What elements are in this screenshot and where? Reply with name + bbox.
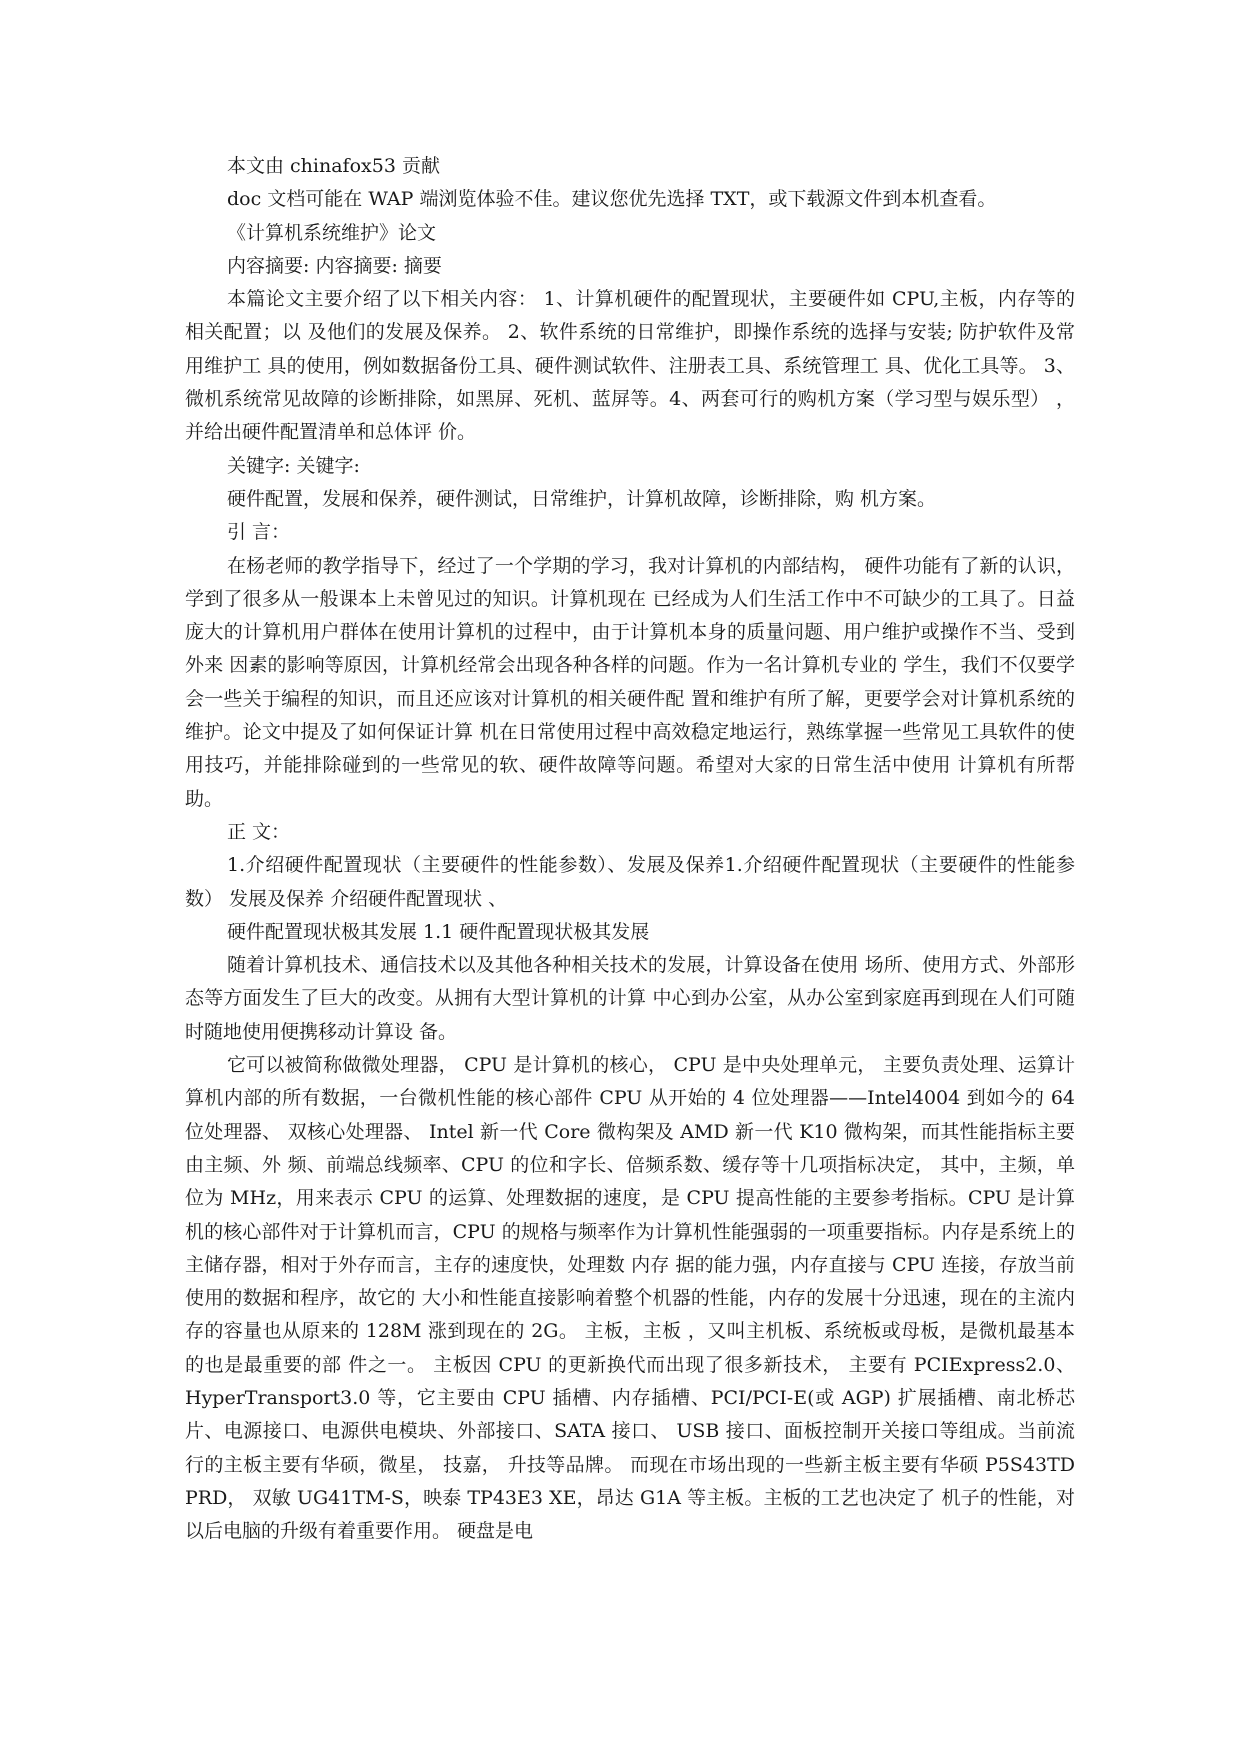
- contributor-line: 本文由 chinafox53 贡献: [227, 155, 440, 177]
- section-1-1-paragraph-1: 随着计算机技术、通信技术以及其他各种相关技术的发展，计算设备在使用 场所、使用方式、外部形态等方面发生了巨大的改变。从拥有大型计算机的计算 中心到办公室，从办公室到家庭再到现在人们可随时随地使用便携移动计算设 备。: [185, 954, 1075, 1043]
- section-1-heading: 1.介绍硬件配置现状（主要硬件的性能参数）、发展及保养1.介绍硬件配置现状（主要硬件的性能参数） 发展及保养 介绍硬件配置现状 、: [185, 854, 1075, 910]
- abstract-heading: 内容摘要: 内容摘要: 摘要: [227, 254, 442, 277]
- section-1-1-paragraph-2: 它可以被简称做微处理器， CPU 是计算机的核心， CPU 是中央处理单元， 主要负责处理、运算计算机内部的所有数据，一台微机性能的核心部件 CPU 从开始的 4 位处理器——Intel4004 到如今的 64 位处理器、 双核心处理器、 Intel 新一代 Core 微构架及 AMD 新一代 K10 微构架，而其性能指标主要由主频、外 频、前端总线频率、CPU 的位和字长、倍频系数、缓存等十几项指标决定， 其中，主频，单位为 MHz，用来表示 CPU 的运算、处理数据的速度，是 CPU 提高性能的主要参考指标。CPU 是计算机的核心部件对于计算机而言，CPU 的规格与频率作为计算机性能强弱的一项重要指标。内存是系统上的主储存器，相对于外存而言，主存的速度快，处理数 内存 据的能力强，内存直接与 CPU 连接，存放当前使用的数据和程序，故它的 大小和性能直接影响着整个机器的性能，内存的发展十分迅速，现在的主流内存的容量也从原来的 128M 涨到现在的 2G。 主板，主板 ，又叫主机板、系统板或母板，是微机最基本的也是最重要的部 件之一。 主板因 CPU 的更新换代而出现了很多新技术， 主要有 PCIExpress2.0、 HyperTransport3.0 等，它主要由 CPU 插槽、内存插槽、PCI/PCI-E(或 AGP) 扩展插槽、南北桥芯片、电源接口、电源供电模块、外部接口、SATA 接口、 USB 接口、面板控制开关接口等组成。当前流行的主板主要有华硕，微星， 技嘉， 升技等品牌。 而现在市场出现的一些新主板主要有华硕 P5S43TD PRD， 双敏 UG41TM-S，映泰 TP43E3 XE，昂达 G1A 等主板。主板的工艺也决定了 机子的性能，对以后电脑的升级有着重要作用。 硬盘是电: [185, 1054, 1075, 1543]
- keywords-heading: 关键字: 关键字:: [227, 454, 360, 477]
- document-body: [185, 150, 1075, 1548]
- introduction-body: 在杨老师的教学指导下，经过了一个学期的学习，我对计算机的内部结构， 硬件功能有了新的认识，学到了很多从一般课本上未曾见过的知识。计算机现在 已经成为人们生活工作中不可缺少的工具了。日益庞大的计算机用户群体在使用计算机的过程中，由于计算机本身的质量问题、用户维护或操作不当、受到外来 因素的影响等原因，计算机经常会出现各种各样的问题。作为一名计算机专业的 学生，我们不仅要学会一些关于编程的知识，而且还应该对计算机的相关硬件配 置和维护有所了解，更要学会对计算机系统的维护。论文中提及了如何保证计算 机在日常使用过程中高效稳定地运行，熟练掌握一些常见工具软件的使用技巧，并能排除碰到的一些常见的软、硬件故障等问题。希望对大家的日常生活中使用 计算机有所帮助。: [185, 554, 1075, 810]
- section-1-1-heading: 硬件配置现状极其发展 1.1 硬件配置现状极其发展: [227, 920, 650, 943]
- main-text-heading: 正 文：: [227, 820, 291, 843]
- format-notice: doc 文档可能在 WAP 端浏览体验不佳。建议您优先选择 TXT，或下载源文件到本机查看。: [227, 188, 997, 211]
- keywords-list: 硬件配置，发展和保养，硬件测试，日常维护，计算机故障，诊断排除，购 机方案。: [227, 487, 937, 510]
- introduction-heading: 引 言：: [227, 521, 291, 544]
- paper-title: 《计算机系统维护》论文: [227, 221, 437, 244]
- abstract-body: 本篇论文主要介绍了以下相关内容： 1、计算机硬件的配置现状，主要硬件如 CPU,主板，内存等的相关配置；以 及他们的发展及保养。 2、软件系统的日常维护，即操作系统的选择与安装; 防护软件及常用维护工 具的使用，例如数据备份工具、硬件测试软件、注册表工具、系统管理工 具、优化工具等。 3、微机系统常见故障的诊断排除，如黑屏、死机、蓝屏等。4、两套可行的购机方案（学习型与娱乐型） ，并给出硬件配置清单和总体评 价。: [185, 288, 1075, 444]
